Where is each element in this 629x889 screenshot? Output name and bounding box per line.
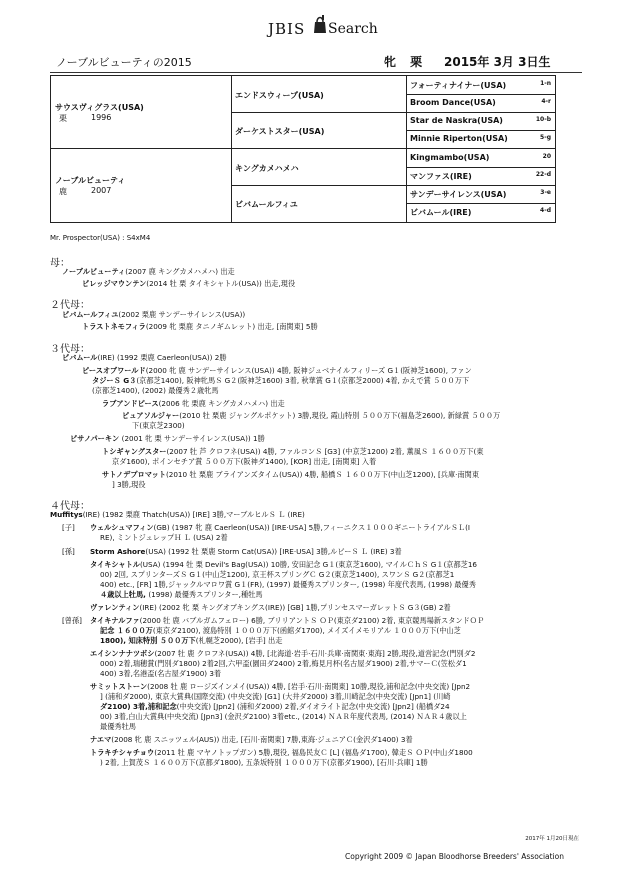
family-line: サミットストーン(2008 牡 鹿 ロージズインメイ(USA)) 4勝, [岩手·石川·南関東] 10勝,現役,浦和記念(中央交流) [Jpn2 xyxy=(90,682,471,691)
gen3-ancestor: フォーティナイナー(USA) 1-n xyxy=(410,80,551,90)
family-line: ウェルシュマフィン(GB) (1987 牝 鹿 Caerleon(USA)) [IRE·USA] 5勝,フィーニクス１０００ギニートライアルＳＬ(I xyxy=(90,523,471,532)
family-line: ピュアソルジャー(2010 牡 栗鹿 ジャングルポケット) 3勝,現役, 霞山特別 ５００万下(福島芝2600), 新緑賞 ５００万 xyxy=(122,411,501,420)
dam-color: 鹿 xyxy=(59,187,67,196)
family-line: ] (浦和ダ2000), 東京大賞典(国際交流) (中央交流) [G1] (大井ダ2000) 3着,川崎記念(中央交流) [Jpn1] (川崎 xyxy=(100,692,451,701)
section-dam: 母： xyxy=(50,258,70,269)
gen2-dam-sire: キングカメハメハ xyxy=(235,164,299,173)
gen3-ancestor: Minnie Riperton(USA) 5-g xyxy=(410,134,551,143)
gen4-tag-great-grandchild: [曾孫] xyxy=(62,616,82,625)
gen3-ancestor: サンデーサイレンス(USA) 3-e xyxy=(410,189,551,199)
family-line: ] 3勝,現役 xyxy=(112,480,146,489)
family-line: ピースオブワールド(2000 牝 鹿 サンデーサイレンス(USA)) 4勝, 阪神ジュベナイルフィリーズ G１(阪神芝1600), ファン xyxy=(82,366,472,375)
horse-sex-color: 牝 栗 xyxy=(384,55,428,69)
family-line: トラストネモフィラ(2009 牝 栗鹿 タニノギムレット) 出走, [南関東] 5勝 xyxy=(82,322,318,331)
family-line: トシギャングスター(2007 牡 芦 クロフネ(USA)) 4勝, ファルコンＳ [G3] (中京芝1200) 2着, 薫風Ｓ １６００万下(東 xyxy=(102,447,484,456)
family-line: ビバムール(IRE) (1992 栗鹿 Caerleon(USA)) 2勝 xyxy=(62,353,227,362)
sire-name: サウスヴィグラス(USA) xyxy=(55,103,144,112)
gen2-sire-sire: エンドスウィープ(USA) xyxy=(235,91,324,100)
dam-name: ノーブルビューティ xyxy=(55,176,126,185)
family-line: エイシンナナツボシ(2007 牡 鹿 クロフネ(USA)) 4勝, [北海道·岩手·石川·兵庫·南関東·東海] 2勝,現役,道営記念(門別ダ2 xyxy=(90,649,476,658)
dam-year: 2007 xyxy=(91,186,112,195)
horse-name: ノーブルビューティの2015 xyxy=(56,56,192,69)
family-line: ビレッジマウンテン(2014 牡 栗 タイキシャトル(USA)) 出走,現役 xyxy=(82,279,296,288)
gen3-ancestor: Star de Naskra(USA) 10-b xyxy=(410,116,551,125)
family-line: 00) 2回, スプリンターズＳ G１(中山芝1200), 京王杯スプリングＣ G２(東京芝1400), スワンＳ G２(京都芝1 xyxy=(100,570,455,579)
logo-right-text: Search xyxy=(328,21,378,37)
pedigree-header xyxy=(50,48,582,73)
family-line: 1800), 知床特別 ５００万下(札幌芝2000), [岩手] 出走 xyxy=(100,636,283,645)
gen3-ancestor: ビバムール(IRE) 4-d xyxy=(410,207,551,217)
gen2-sire-dam: ダーケストスター(USA) xyxy=(235,127,325,136)
family-line: 400) etc., [FR] 1勝,ジャックルマロワ賞 G１(FR), (1997) 最優秀スプリンター, (1998) 年度代表馬, (1998) 最優秀 xyxy=(100,580,476,589)
family-line: 京ダ1600), ポインセチア賞 ５００万下(阪神ダ1400), [KOR] 出走, [南関東] 入着 xyxy=(112,457,377,466)
gen4-tag-child: [子] xyxy=(62,523,75,532)
sire-color: 栗 xyxy=(59,114,67,123)
family-line: ダ2100) 3着,浦和記念(中央交流) [Jpn2] (浦和ダ2000) 2着,ダイオライト記念(中央交流) [Jpn2] (船橋ダ24 xyxy=(100,702,450,711)
gen3-ancestor: Kingmambo(USA) 20 xyxy=(410,153,551,162)
family-line: ) 2着, 上賀茂Ｓ １６００万下(京都ダ1800), 五条坂特別 １０００万下(京都ダ1900), [石川·兵庫] 1勝 xyxy=(100,758,428,767)
family-line: タジーＳ G３(京都芝1400), 阪神牝馬Ｓ G２(阪神芝1600) 3着, 秋華賞 G１(京都芝2000) 4着, かえで賞 ５００万下 xyxy=(92,376,470,385)
section-gen4-dam: ４代母： xyxy=(50,501,90,512)
family-line: 000) 2着,瑞穂賞(門別ダ1800) 2着2回,六甲盃(園田ダ2400) 2着,梅見月杯(名古屋ダ1900) 2着,サマーＣ(笠松ダ1 xyxy=(100,659,467,668)
family-line: ナエマ(2008 牝 鹿 スニッツェル(AUS)) 出走, [石川·南関東] 7勝,東海·ジュニアＣ(金沢ダ1400) 3着 xyxy=(90,735,413,744)
family-line: Storm Ashore(USA) (1992 牡 栗鹿 Storm Cat(USA)) [IRE·USA] 3勝,ルビーＳ Ｌ (IRE) 3着 xyxy=(90,547,402,556)
family-line: ビサノパーキン (2001 牝 栗 サンデーサイレンス(USA)) 1勝 xyxy=(70,434,265,443)
family-line: ノーブルビューティ(2007 鹿 キングカメハメハ) 出走 xyxy=(62,267,235,276)
family-line: 下(東京芝2300) xyxy=(132,421,185,430)
pedigree-table xyxy=(50,75,556,223)
section-gen2-dam: ２代母： xyxy=(50,300,90,311)
logo-left-text: JBIS xyxy=(268,20,306,38)
inbreeding-note: Mr. Prospector(USA) : S4xM4 xyxy=(50,234,151,242)
birth-date: 2015年 3月 3日生 xyxy=(444,55,551,69)
family-line: ヴァレンティン(IRE) (2002 牝 栗 キングオブキングス(IRE)) [GB] 1勝,プリンセスマーガレットＳ G３(GB) 2着 xyxy=(90,603,451,612)
family-line: サトノデプロマット(2010 牡 栗鹿 ブライアンズタイム(USA)) 4勝, 船橋Ｓ １６００万下(中山芝1200), [兵庫·南関東 xyxy=(102,470,480,479)
gen3-ancestor: Broom Dance(USA) 4-r xyxy=(410,98,551,107)
family-line: ラブアンドピース(2006 牝 栗鹿 キングカメハメハ) 出走 xyxy=(102,399,285,408)
family-line: ビバムールフィユ(2002 栗鹿 サンデーサイレンス(USA)) xyxy=(62,310,246,319)
bag-icon xyxy=(313,14,327,34)
family-line: 最優秀牡馬 xyxy=(100,722,136,731)
family-line: RE), ミントジュレップＨ Ｌ (USA) 2着 xyxy=(100,533,228,542)
family-line: (京都芝1400), (2002) 最優秀２歳牝馬 xyxy=(92,386,219,395)
copyright: Copyright 2009 © Japan Bloodhorse Breeders' Association xyxy=(345,852,564,861)
family-line: 00) 3着,白山大賞典(中央交流) [Jpn3] (金沢ダ2100) 3着etc., (2014) ＮＡＲ年度代表馬, (2014) ＮＡＲ４歳以上 xyxy=(100,712,467,721)
updated-date: 2017年 1月20日現在 xyxy=(525,836,579,842)
gen3-ancestor: マンファス(IRE) 22-d xyxy=(410,171,551,181)
family-line: 400) 3着,名港盃(名古屋ダ1900) 3着 xyxy=(100,669,222,678)
gen2-dam-dam: ビバムールフィユ xyxy=(235,200,298,209)
family-line: ４歳以上牡馬, (1998) 最優秀スプリンター,種牡馬 xyxy=(100,590,263,599)
family-line: Muffitys(IRE) (1982 栗鹿 Thatch(USA)) [IRE] 3勝,マーブルヒルＳ Ｌ (IRE) xyxy=(50,510,305,519)
gen4-tag-grandchild: [孫] xyxy=(62,547,75,556)
family-line: タイキナルファ(2000 牡 鹿 バブルガムフェロー) 6勝, ブリリアントＳ ＯＰ(東京ダ2100) 2着, 東京競馬場新スタンドＯＰ xyxy=(90,616,485,625)
section-gen3-dam: ３代母： xyxy=(50,344,90,355)
family-line: 記念 １６００万(東京ダ2100), 渡島特別 １０００万下(函館ダ1700), メイズイメモリアル １０００万下(中山芝 xyxy=(100,626,461,635)
family-line: トラキチシャチョウ(2011 牡 鹿 マヤノトップガン) 5勝,現役, 福島民友Ｃ [L] (福島ダ1700), 韓走Ｓ ＯＰ(中山ダ1800 xyxy=(90,748,473,757)
sire-year: 1996 xyxy=(91,113,112,122)
family-line: タイキシャトル(USA) (1994 牡 栗 Devil's Bag(USA)) 10勝, 安田記念 G１(東京芝1600), マイルＣｈＳ G１(京都芝16 xyxy=(90,560,478,569)
